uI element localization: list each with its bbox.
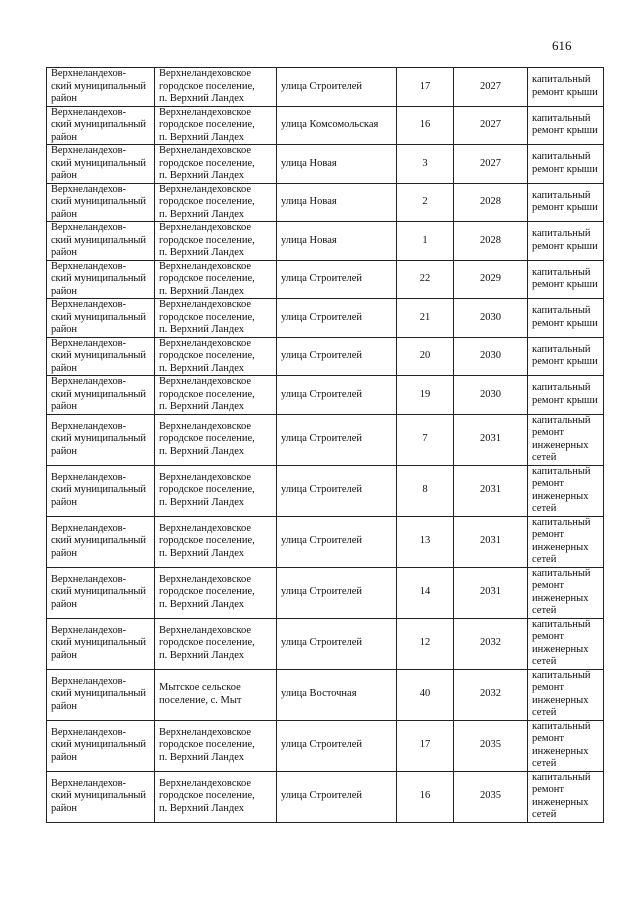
cell-district-text: Верхнеландехов- ский муниципальный район bbox=[51, 573, 146, 610]
cell-work-type bbox=[528, 106, 604, 145]
cell-settlement-text: Верхнеландеховское городское поселение, п. Верхний Ландех bbox=[159, 471, 255, 508]
cell-district bbox=[47, 183, 155, 222]
cell-street bbox=[277, 106, 397, 145]
cell-house-number bbox=[397, 771, 454, 822]
cell-district-text: Верхнеландехов- ский муниципальный район bbox=[51, 376, 146, 412]
table-row bbox=[47, 669, 604, 720]
cell-house-number-text: 12 bbox=[419, 637, 431, 649]
cell-year bbox=[454, 337, 528, 376]
cell-district bbox=[47, 771, 155, 822]
cell-settlement bbox=[155, 567, 277, 618]
cell-year-text: 2027 bbox=[480, 80, 501, 92]
cell-house-number bbox=[397, 465, 454, 516]
cell-settlement bbox=[155, 260, 277, 299]
cell-year-text: 2028 bbox=[480, 196, 501, 207]
cell-year bbox=[454, 771, 528, 822]
cell-street bbox=[277, 414, 397, 465]
cell-house-number bbox=[397, 183, 454, 222]
cell-year-text: 2030 bbox=[480, 311, 501, 323]
cell-street-text: улица Строителей bbox=[281, 484, 363, 496]
cell-street-text: улица Комсомольская bbox=[281, 119, 379, 130]
cell-street bbox=[277, 145, 397, 184]
cell-district-text: Верхнеландехов- ский муниципальный район bbox=[51, 675, 146, 712]
cell-settlement bbox=[155, 376, 277, 415]
cell-work-type-text: капитальный ремонт инженерных сетей bbox=[532, 465, 591, 514]
cell-year bbox=[454, 567, 528, 618]
table-row bbox=[47, 299, 604, 338]
cell-district bbox=[47, 376, 155, 415]
cell-settlement bbox=[155, 618, 277, 669]
cell-district bbox=[47, 516, 155, 567]
table-row bbox=[47, 771, 604, 822]
cell-house-number-text: 8 bbox=[422, 484, 428, 496]
cell-year-text: 2028 bbox=[480, 234, 501, 246]
cell-street bbox=[277, 337, 397, 376]
cell-house-number bbox=[397, 68, 454, 107]
cell-district bbox=[47, 68, 155, 107]
table-row bbox=[47, 567, 604, 618]
cell-house-number-text: 1 bbox=[422, 234, 428, 246]
cell-district bbox=[47, 337, 155, 376]
cell-street bbox=[277, 183, 397, 222]
cell-settlement bbox=[155, 669, 277, 720]
cell-house-number bbox=[397, 567, 454, 618]
cell-house-number bbox=[397, 145, 454, 184]
cell-work-type bbox=[528, 414, 604, 465]
cell-house-number bbox=[397, 222, 454, 261]
cell-house-number-text: 19 bbox=[419, 388, 431, 400]
cell-street-text: улица Новая bbox=[281, 234, 337, 246]
cell-settlement-text: Верхнеландеховское городское поселение, п. Верхний Ландех bbox=[159, 68, 255, 104]
table-body bbox=[47, 68, 604, 823]
cell-house-number-text: 17 bbox=[419, 80, 431, 92]
cell-house-number-text: 40 bbox=[419, 688, 431, 700]
cell-house-number-text: 22 bbox=[419, 273, 431, 284]
cell-settlement-text: Верхнеландеховское городское поселение, п. Верхний Ландех bbox=[159, 183, 255, 220]
table-row bbox=[47, 106, 604, 145]
cell-year bbox=[454, 720, 528, 771]
cell-district bbox=[47, 618, 155, 669]
cell-work-type-text: капитальный ремонт крыши bbox=[532, 305, 598, 329]
cell-house-number-text: 21 bbox=[419, 311, 431, 323]
cell-street-text: улица Строителей bbox=[281, 433, 363, 445]
cell-house-number-text: 13 bbox=[419, 535, 431, 547]
cell-year-text: 2035 bbox=[480, 739, 501, 751]
cell-district bbox=[47, 222, 155, 261]
cell-house-number-text: 16 bbox=[419, 790, 431, 802]
cell-district bbox=[47, 720, 155, 771]
table-row bbox=[47, 376, 604, 415]
cell-street bbox=[277, 222, 397, 261]
cell-settlement-text: Верхнеландеховское городское поселение, п. Верхний Ландех bbox=[159, 260, 255, 297]
cell-house-number bbox=[397, 720, 454, 771]
cell-settlement-text: Верхнеландеховское городское поселение, п. Верхний Ландех bbox=[159, 420, 255, 457]
cell-district bbox=[47, 567, 155, 618]
cell-settlement-text: Верхнеландеховское городское поселение, п. Верхний Ландех bbox=[159, 337, 255, 374]
cell-district bbox=[47, 106, 155, 145]
cell-house-number-text: 17 bbox=[419, 739, 431, 751]
cell-district-text: Верхнеландехов- ский муниципальный район bbox=[51, 522, 146, 559]
cell-work-type bbox=[528, 260, 604, 299]
cell-house-number bbox=[397, 337, 454, 376]
cell-street-text: улица Восточная bbox=[281, 688, 357, 700]
cell-work-type-text: капитальный ремонт инженерных сетей bbox=[532, 567, 591, 616]
cell-district-text: Верхнеландехов- ский муниципальный район bbox=[51, 624, 146, 661]
cell-street bbox=[277, 68, 397, 107]
cell-settlement bbox=[155, 414, 277, 465]
cell-house-number-text: 2 bbox=[422, 196, 428, 207]
cell-year bbox=[454, 414, 528, 465]
cell-year-text: 2029 bbox=[480, 273, 501, 284]
cell-district-text: Верхнеландехов- ский муниципальный район bbox=[51, 420, 146, 457]
cell-district-text: Верхнеландехов- ский муниципальный район bbox=[51, 68, 146, 104]
cell-house-number bbox=[397, 106, 454, 145]
cell-district-text: Верхнеландехов- ский муниципальный район bbox=[51, 471, 146, 508]
cell-street-text: улица Новая bbox=[281, 157, 337, 169]
cell-settlement-text: Верхнеландеховское городское поселение, п. Верхний Ландех bbox=[159, 573, 255, 610]
cell-year bbox=[454, 106, 528, 145]
cell-house-number-text: 16 bbox=[419, 119, 431, 130]
cell-work-type-text: капитальный ремонт инженерных сетей bbox=[532, 516, 591, 565]
cell-settlement bbox=[155, 465, 277, 516]
cell-settlement-text: Верхнеландеховское городское поселение, п. Верхний Ландех bbox=[159, 106, 255, 143]
table-row bbox=[47, 145, 604, 184]
cell-work-type bbox=[528, 145, 604, 184]
cell-district-text: Верхнеландехов- ский муниципальный район bbox=[51, 337, 146, 374]
cell-settlement-text: Верхнеландеховское городское поселение, п. Верхний Ландех bbox=[159, 726, 255, 763]
cell-year bbox=[454, 376, 528, 415]
cell-street-text: улица Строителей bbox=[281, 388, 363, 400]
cell-street bbox=[277, 376, 397, 415]
cell-district-text: Верхнеландехов- ский муниципальный район bbox=[51, 106, 146, 143]
cell-year bbox=[454, 618, 528, 669]
cell-work-type bbox=[528, 337, 604, 376]
cell-settlement bbox=[155, 299, 277, 338]
cell-work-type-text: капитальный ремонт крыши bbox=[532, 189, 598, 214]
table-row bbox=[47, 337, 604, 376]
cell-year-text: 2032 bbox=[480, 688, 501, 700]
table-row bbox=[47, 414, 604, 465]
cell-settlement bbox=[155, 183, 277, 222]
cell-year-text: 2030 bbox=[480, 388, 501, 400]
cell-district-text: Верхнеландехов- ский муниципальный район bbox=[51, 777, 146, 814]
cell-work-type bbox=[528, 299, 604, 338]
cell-work-type bbox=[528, 222, 604, 261]
table-row bbox=[47, 222, 604, 261]
cell-settlement-text: Мытское сельское поселение, с. Мыт bbox=[159, 682, 242, 706]
cell-year bbox=[454, 299, 528, 338]
cell-year-text: 2032 bbox=[480, 637, 501, 649]
cell-settlement-text: Верхнеландеховское городское поселение, п. Верхний Ландех bbox=[159, 299, 255, 335]
cell-street-text: улица Строителей bbox=[281, 311, 363, 323]
table-row bbox=[47, 618, 604, 669]
cell-work-type-text: капитальный ремонт инженерных сетей bbox=[532, 618, 591, 667]
cell-settlement bbox=[155, 68, 277, 107]
table-row bbox=[47, 720, 604, 771]
cell-street-text: улица Новая bbox=[281, 196, 337, 207]
cell-settlement bbox=[155, 720, 277, 771]
cell-district bbox=[47, 260, 155, 299]
repair-schedule-table bbox=[46, 67, 604, 823]
cell-district-text: Верхнеландехов- ский муниципальный район bbox=[51, 183, 146, 220]
cell-house-number bbox=[397, 516, 454, 567]
cell-year bbox=[454, 183, 528, 222]
cell-work-type bbox=[528, 465, 604, 516]
cell-work-type-text: капитальный ремонт крыши bbox=[532, 382, 598, 406]
cell-work-type-text: капитальный ремонт крыши bbox=[532, 74, 598, 98]
cell-year bbox=[454, 669, 528, 720]
cell-street bbox=[277, 465, 397, 516]
cell-work-type-text: капитальный ремонт крыши bbox=[532, 228, 598, 252]
cell-district-text: Верхнеландехов- ский муниципальный район bbox=[51, 145, 146, 181]
cell-house-number bbox=[397, 414, 454, 465]
cell-work-type-text: капитальный ремонт инженерных сетей bbox=[532, 771, 591, 820]
cell-work-type bbox=[528, 669, 604, 720]
cell-district-text: Верхнеландехов- ский муниципальный район bbox=[51, 222, 146, 258]
cell-year bbox=[454, 145, 528, 184]
cell-house-number bbox=[397, 669, 454, 720]
cell-work-type bbox=[528, 618, 604, 669]
cell-house-number-text: 14 bbox=[419, 586, 431, 598]
table-row bbox=[47, 465, 604, 516]
cell-settlement bbox=[155, 771, 277, 822]
cell-work-type-text: капитальный ремонт инженерных сетей bbox=[532, 720, 591, 769]
cell-year bbox=[454, 68, 528, 107]
cell-year bbox=[454, 222, 528, 261]
cell-year bbox=[454, 260, 528, 299]
cell-year-text: 2035 bbox=[480, 790, 501, 802]
cell-house-number bbox=[397, 618, 454, 669]
cell-street bbox=[277, 299, 397, 338]
cell-work-type bbox=[528, 516, 604, 567]
cell-district bbox=[47, 145, 155, 184]
cell-settlement bbox=[155, 337, 277, 376]
cell-district bbox=[47, 465, 155, 516]
cell-street bbox=[277, 720, 397, 771]
cell-year bbox=[454, 516, 528, 567]
cell-street-text: улица Строителей bbox=[281, 739, 363, 751]
cell-settlement-text: Верхнеландеховское городское поселение, п. Верхний Ландех bbox=[159, 624, 255, 661]
cell-settlement bbox=[155, 222, 277, 261]
cell-street bbox=[277, 771, 397, 822]
cell-street-text: улица Строителей bbox=[281, 273, 363, 284]
cell-year-text: 2027 bbox=[480, 157, 501, 169]
cell-work-type bbox=[528, 720, 604, 771]
cell-district bbox=[47, 669, 155, 720]
cell-settlement-text: Верхнеландеховское городское поселение, п. Верхний Ландех bbox=[159, 376, 255, 412]
cell-house-number bbox=[397, 260, 454, 299]
cell-settlement-text: Верхнеландеховское городское поселение, п. Верхний Ландех bbox=[159, 522, 255, 559]
cell-street-text: улица Строителей bbox=[281, 350, 363, 361]
cell-settlement bbox=[155, 145, 277, 184]
cell-settlement-text: Верхнеландеховское городское поселение, п. Верхний Ландех bbox=[159, 777, 255, 814]
cell-district-text: Верхнеландехов- ский муниципальный район bbox=[51, 260, 146, 297]
cell-work-type bbox=[528, 376, 604, 415]
cell-street-text: улица Строителей bbox=[281, 586, 363, 598]
cell-year-text: 2031 bbox=[480, 433, 501, 445]
cell-work-type bbox=[528, 68, 604, 107]
cell-settlement bbox=[155, 106, 277, 145]
cell-work-type bbox=[528, 567, 604, 618]
cell-street bbox=[277, 567, 397, 618]
cell-house-number-text: 20 bbox=[419, 350, 431, 361]
cell-street-text: улица Строителей bbox=[281, 80, 363, 92]
cell-street bbox=[277, 516, 397, 567]
cell-work-type bbox=[528, 183, 604, 222]
cell-street bbox=[277, 618, 397, 669]
cell-year-text: 2031 bbox=[480, 484, 501, 496]
cell-street-text: улица Строителей bbox=[281, 637, 363, 649]
cell-settlement-text: Верхнеландеховское городское поселение, п. Верхний Ландех bbox=[159, 145, 255, 181]
cell-street bbox=[277, 260, 397, 299]
cell-work-type-text: капитальный ремонт крыши bbox=[532, 343, 598, 368]
cell-year bbox=[454, 465, 528, 516]
page-number: 616 bbox=[552, 38, 572, 53]
cell-settlement-text: Верхнеландеховское городское поселение, п. Верхний Ландех bbox=[159, 222, 255, 258]
cell-street-text: улица Строителей bbox=[281, 790, 363, 802]
table-row bbox=[47, 260, 604, 299]
cell-house-number-text: 3 bbox=[422, 157, 428, 169]
cell-street-text: улица Строителей bbox=[281, 535, 363, 547]
cell-year-text: 2031 bbox=[480, 535, 501, 547]
cell-work-type-text: капитальный ремонт крыши bbox=[532, 112, 598, 137]
cell-street bbox=[277, 669, 397, 720]
cell-district-text: Верхнеландехов- ский муниципальный район bbox=[51, 726, 146, 763]
cell-work-type-text: капитальный ремонт крыши bbox=[532, 151, 598, 175]
cell-house-number-text: 7 bbox=[422, 433, 428, 445]
cell-house-number bbox=[397, 299, 454, 338]
table-row bbox=[47, 68, 604, 107]
table-row bbox=[47, 183, 604, 222]
cell-year-text: 2031 bbox=[480, 586, 501, 598]
cell-district bbox=[47, 414, 155, 465]
cell-settlement bbox=[155, 516, 277, 567]
cell-year-text: 2030 bbox=[480, 350, 501, 361]
cell-work-type-text: капитальный ремонт крыши bbox=[532, 266, 598, 291]
cell-work-type-text: капитальный ремонт инженерных сетей bbox=[532, 414, 591, 463]
cell-district bbox=[47, 299, 155, 338]
cell-work-type-text: капитальный ремонт инженерных сетей bbox=[532, 669, 591, 718]
cell-house-number bbox=[397, 376, 454, 415]
cell-work-type bbox=[528, 771, 604, 822]
cell-district-text: Верхнеландехов- ский муниципальный район bbox=[51, 299, 146, 335]
table-row bbox=[47, 516, 604, 567]
cell-year-text: 2027 bbox=[480, 119, 501, 130]
